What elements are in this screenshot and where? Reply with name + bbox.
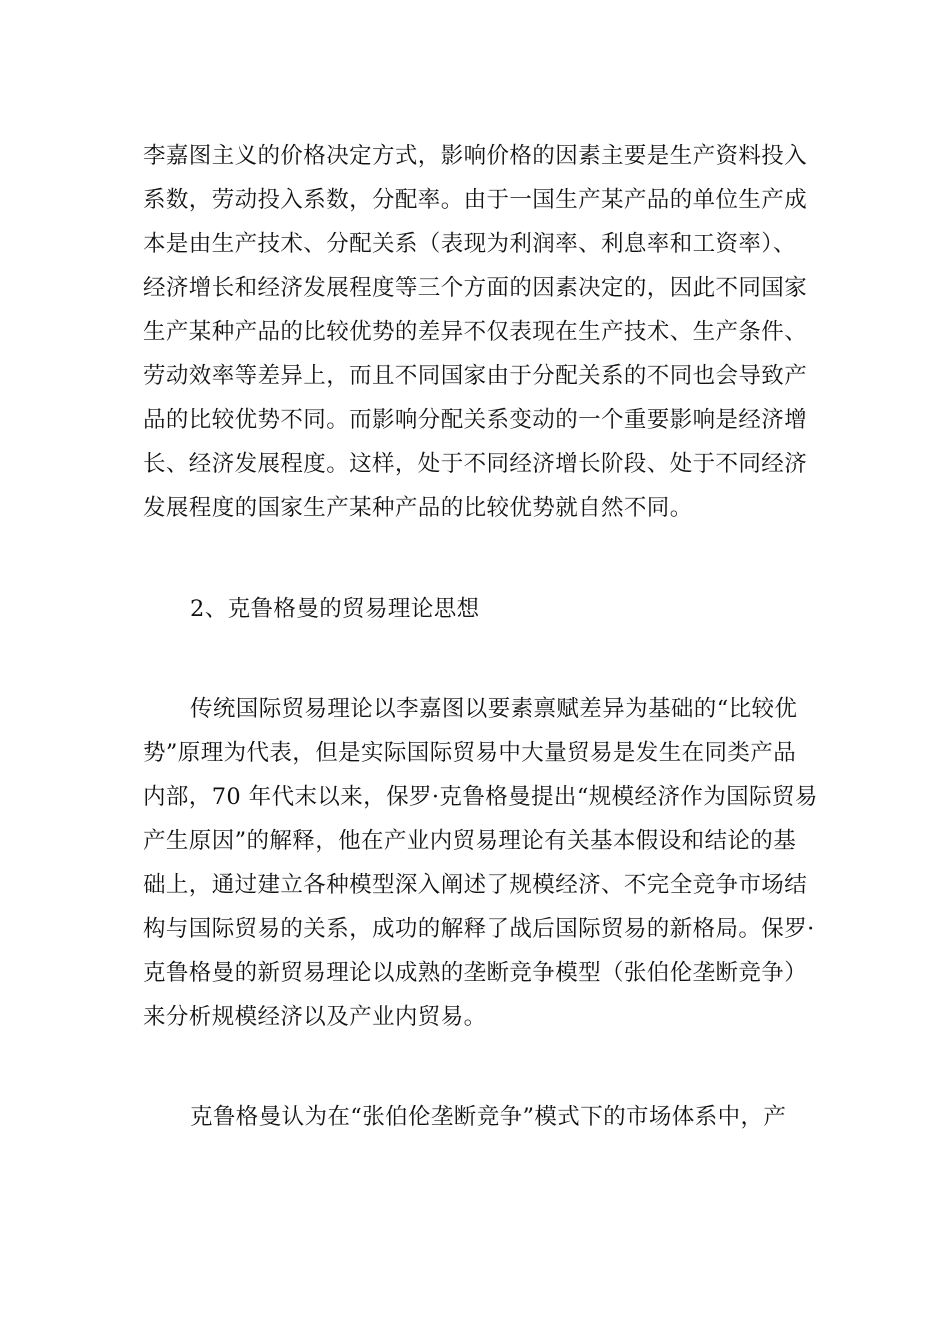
text-line: 生产某种产品的比较优势的差异不仅表现在生产技术、生产条件、: [143, 319, 808, 345]
text-line: 李嘉图主义的价格决定方式，影响价格的因素主要是生产资料投入: [143, 143, 808, 169]
text-line: 础上，通过建立各种模型深入阐述了规模经济、不完全竞争市场结: [143, 872, 808, 898]
text-line: 克鲁格曼的新贸易理论以成熟的垄断竞争模型（张伯伦垄断竞争）: [143, 960, 808, 986]
text-line: 发展程度的国家生产某种产品的比较优势就自然不同。: [143, 495, 693, 521]
text-line: 经济增长和经济发展程度等三个方面的因素决定的，因此不同国家: [143, 275, 808, 301]
text-line: 构与国际贸易的关系，成功的解释了战后国际贸易的新格局。保罗·: [143, 916, 815, 942]
text-line: 内部，70 年代末以来，保罗·克鲁格曼提出“规模经济作为国际贸易: [143, 784, 818, 810]
text-line: 长、经济发展程度。这样，处于不同经济增长阶段、处于不同经济: [143, 451, 808, 477]
text-line: 势”原理为代表，但是实际国际贸易中大量贸易是发生在同类产品: [143, 740, 797, 766]
text-line: 来分析规模经济以及产业内贸易。: [143, 1004, 487, 1030]
section-heading: 2、克鲁格曼的贸易理论思想: [190, 596, 480, 622]
text-line: 劳动效率等差异上，而且不同国家由于分配关系的不同也会导致产: [143, 363, 808, 389]
text-line: 本是由生产技术、分配关系（表现为利润率、利息率和工资率）、: [143, 231, 796, 257]
text-line: 产生原因”的解释，他在产业内贸易理论有关基本假设和结论的基: [143, 828, 797, 854]
text-line: 品的比较优势不同。而影响分配关系变动的一个重要影响是经济增: [143, 407, 808, 433]
text-line: 克鲁格曼认为在“张伯伦垄断竞争”模式下的市场体系中，产: [190, 1104, 787, 1130]
text-line: 传统国际贸易理论以李嘉图以要素禀赋差异为基础的“比较优: [190, 696, 798, 722]
text-line: 系数，劳动投入系数，分配率。由于一国生产某产品的单位生产成: [143, 187, 808, 213]
